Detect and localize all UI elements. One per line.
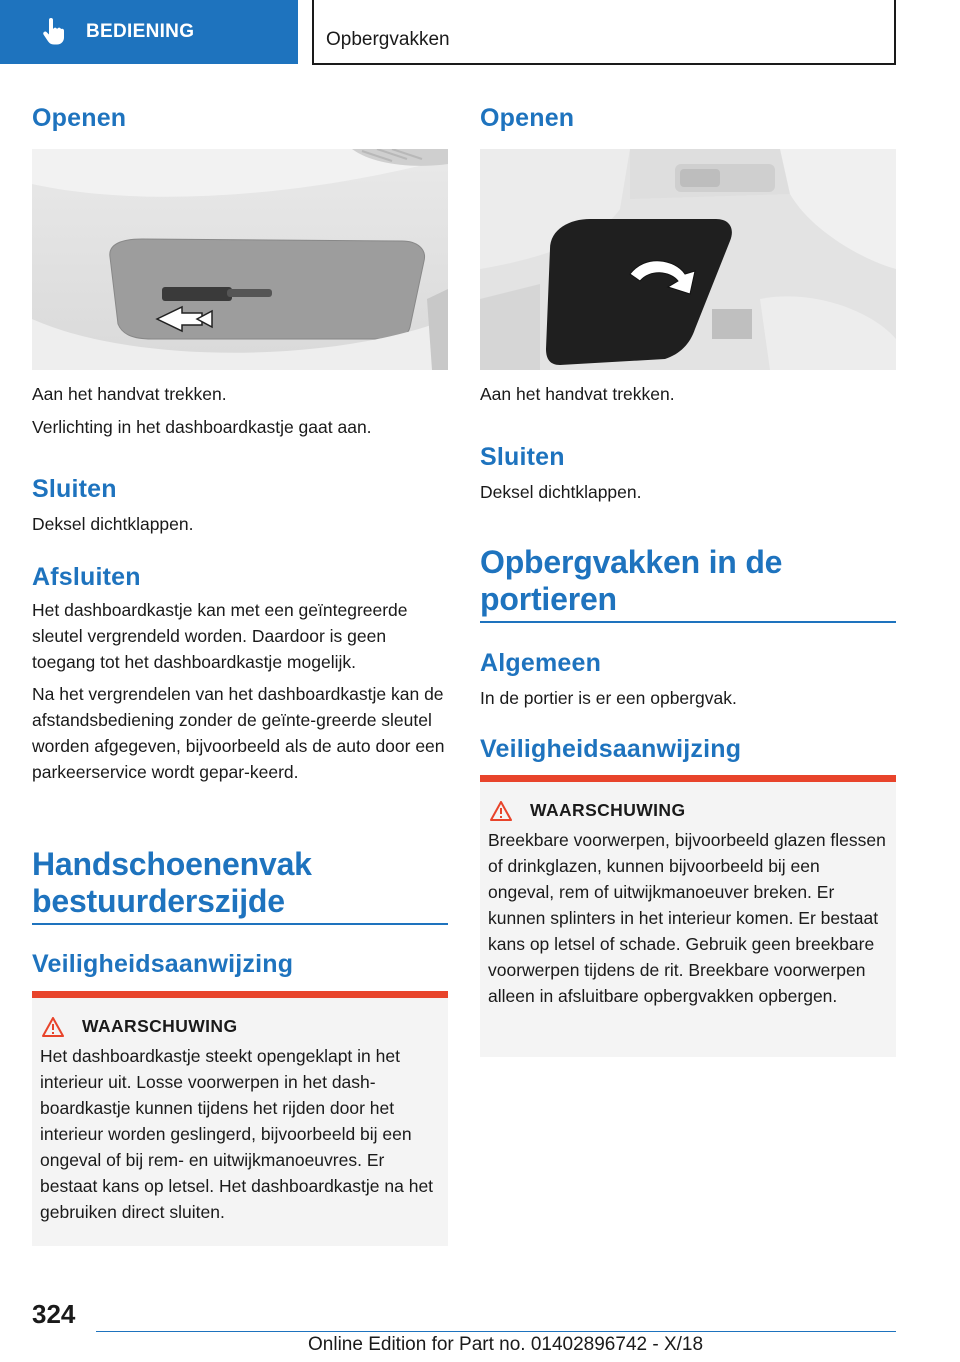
warning-box: [32, 991, 448, 1246]
section-label: BEDIENING: [86, 21, 195, 42]
glovebox-photo: [32, 149, 448, 370]
warning-box: [480, 775, 896, 1057]
sluiten-text: Deksel dichtklappen.: [32, 514, 194, 534]
footer-edition: Online Edition for Part no. 01402896742 - X/18: [308, 1334, 704, 1355]
afsluiten-text-2: Na het vergrendelen van het dashboardkastje kan de afstandsbediening zonder de geïnte-greerde sleutel worden afgegeven, bijvoorbeeld als de auto door een parkeerservice wordt gepar-keerd.: [32, 684, 445, 782]
warning-triangle-icon: [42, 1017, 64, 1037]
heading-algemeen: Algemeen: [480, 649, 602, 677]
warning-triangle-icon: [490, 801, 512, 821]
algemeen-text: In de portier is er een opbergvak.: [480, 688, 737, 708]
section-tab[interactable]: [0, 0, 298, 64]
warning-bar: [32, 991, 448, 998]
heading-veiligheid: Veiligheidsaanwijzing: [480, 735, 742, 763]
openen-text-1: Aan het handvat trekken.: [480, 384, 675, 404]
heading-opbergvakken-portieren: Opbergvakken in de portieren: [480, 544, 783, 617]
heading-sluiten: Sluiten: [480, 443, 565, 471]
heading-veiligheid: Veiligheidsaanwijzing: [32, 950, 294, 978]
sluiten-text: Deksel dichtklappen.: [480, 482, 642, 502]
hand-pointer-icon: [38, 17, 68, 47]
openen-text-1: Aan het handvat trekken.: [32, 384, 227, 404]
warning-title: WAARSCHUWING: [530, 800, 686, 820]
footer-rule: [96, 1331, 896, 1332]
topic-header: [312, 0, 896, 65]
page-number: 324: [32, 1299, 76, 1329]
heading-handschoenenvak: Handschoenenvak bestuurderszijde: [32, 846, 312, 919]
heading-rule: [480, 621, 896, 623]
heading-openen: Openen: [480, 104, 575, 132]
warning-text: Het dashboardkastje steekt opengeklapt in het interieur uit. Losse voorwerpen in het dash-boardkastje kunnen tijdens het rijden door het interieur worden geslingerd, bijvoorbeeld bij een ongeval of bij rem- en uitwijkmanoeuvres. Er bestaat kans op letsel. Het dashboardkastje na het gebruiken direct sluiten.: [40, 1046, 434, 1222]
topic-label: Opbergvakken: [326, 29, 450, 50]
openen-text-2: Verlichting in het dashboardkastje gaat aan.: [32, 417, 372, 437]
driver-compartment-photo: [480, 149, 896, 370]
warning-bar: [480, 775, 896, 782]
heading-rule: [32, 923, 448, 925]
heading-afsluiten: Afsluiten: [32, 563, 141, 591]
heading-sluiten: Sluiten: [32, 475, 117, 503]
warning-title: WAARSCHUWING: [82, 1016, 238, 1036]
heading-openen: Openen: [32, 104, 127, 132]
afsluiten-text-1: Het dashboardkastje kan met een geïntegreerde sleutel vergrendeld worden. Daardoor is geen toegang tot het dashboardkastje mogelijk.: [32, 600, 408, 672]
warning-text: Breekbare voorwerpen, bijvoorbeeld glazen flessen of drinkglazen, kunnen bijvoorbeeld bij een ongeval, rem of uitwijkmanoeuver breken. Er kunnen splinters in het interieur komen. Er bestaat kans op letsel of schade. Gebruik geen breekbare voorwerpen tijdens de rit. Breekbare voorwerpen alleen in afsluitbare opbergvakken opbergen.: [488, 830, 886, 1006]
